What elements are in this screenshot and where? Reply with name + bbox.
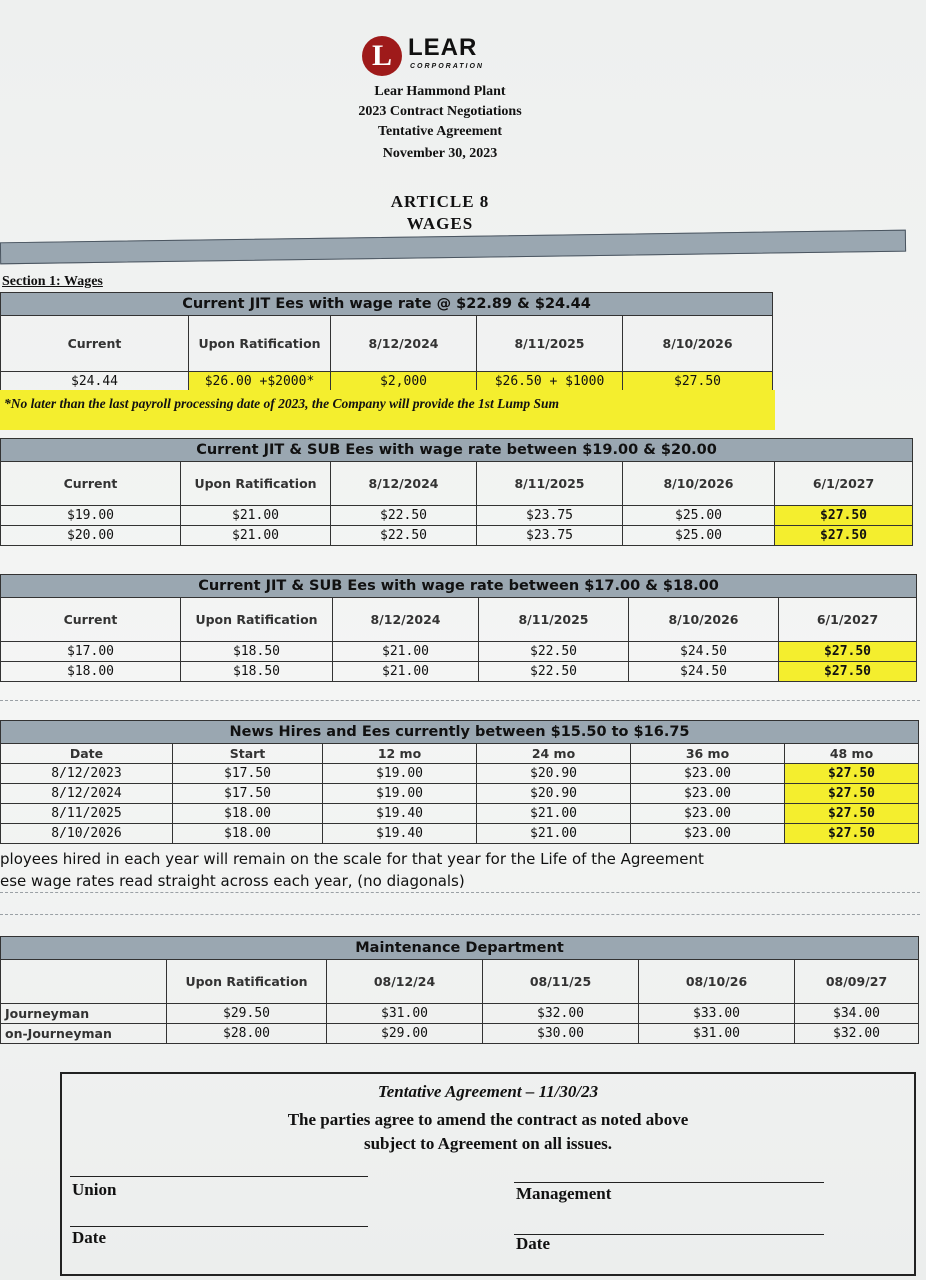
agreement-line-1: The parties agree to amend the contract as noted above xyxy=(287,1110,689,1129)
table-row xyxy=(1,526,913,546)
table-cell: 8/12/2024 xyxy=(1,784,173,804)
table-cell: $22.50 xyxy=(479,642,629,662)
column-header: Upon Ratification xyxy=(167,960,327,1004)
table-cell: $22.50 xyxy=(331,526,477,546)
column-header: 8/12/2024 xyxy=(331,316,477,372)
table-cell: $20.90 xyxy=(477,764,631,784)
column-header: 8/11/2025 xyxy=(477,462,623,506)
blank-row-divider xyxy=(0,700,920,701)
header-band xyxy=(0,230,906,265)
column-header: Upon Ratification xyxy=(189,316,331,372)
lear-logo xyxy=(362,32,522,80)
table-cell: $21.00 xyxy=(181,506,331,526)
table-cell: $27.50 xyxy=(623,372,773,392)
table-cell: $18.00 xyxy=(173,824,323,844)
table-cell: $24.50 xyxy=(629,662,779,682)
table-cell: $19.40 xyxy=(323,804,477,824)
table-cell: $2,000 xyxy=(331,372,477,392)
column-header: 6/1/2027 xyxy=(775,462,913,506)
table-cell: $29.00 xyxy=(327,1024,483,1044)
management-signature-line[interactable] xyxy=(514,1182,824,1183)
lear-logo-name: LEAR xyxy=(408,34,478,61)
header-tentative: Tentative Agreement xyxy=(377,124,503,139)
lear-logo-sub: CORPORATION xyxy=(410,63,484,70)
table-cell: Journeyman xyxy=(1,1004,167,1024)
table-cell: $27.50 xyxy=(785,784,919,804)
table-cell: $26.00 +$2000* xyxy=(189,372,331,392)
column-header: 8/11/2025 xyxy=(479,598,629,642)
table-cell: $27.50 xyxy=(775,526,913,546)
column-header: 8/12/2024 xyxy=(331,462,477,506)
table-cell: $19.40 xyxy=(323,824,477,844)
table-cell: $28.00 xyxy=(167,1024,327,1044)
management-date-label: Date xyxy=(516,1234,550,1253)
table-cell: on-Journeyman xyxy=(1,1024,167,1044)
column-header: Current xyxy=(1,462,181,506)
header-plant: Lear Hammond Plant xyxy=(374,84,506,99)
table-cell: $27.50 xyxy=(785,764,919,784)
table-cell: $33.00 xyxy=(639,1004,795,1024)
table-caption: News Hires and Ees currently between $15.50 to $16.75 xyxy=(1,721,919,744)
table-cell: $22.50 xyxy=(331,506,477,526)
table-cell: $29.50 xyxy=(167,1004,327,1024)
table-cell: $31.00 xyxy=(639,1024,795,1044)
table-cell: $31.00 xyxy=(327,1004,483,1024)
table-row xyxy=(1,784,919,804)
table-cell: 8/10/2026 xyxy=(1,824,173,844)
union-signature-line[interactable] xyxy=(70,1176,368,1177)
table-cell: 8/11/2025 xyxy=(1,804,173,824)
table-cell: $20.90 xyxy=(477,784,631,804)
table-cell: $27.50 xyxy=(785,824,919,844)
table-cell: $23.00 xyxy=(631,804,785,824)
table-row xyxy=(1,1024,919,1044)
table-cell: $21.00 xyxy=(477,824,631,844)
table-jit-22-24 xyxy=(0,292,773,392)
column-header: 8/12/2024 xyxy=(333,598,479,642)
table-jit-sub-17-18 xyxy=(0,574,917,682)
header-negotiations: 2023 Contract Negotiations xyxy=(358,104,522,119)
lear-logo-mark: L xyxy=(362,36,402,76)
table-cell: $25.00 xyxy=(623,506,775,526)
table-caption: Current JIT & SUB Ees with wage rate between $19.00 & $20.00 xyxy=(1,439,913,462)
lump-sum-note: *No later than the last payroll processing date of 2023, the Company will provide the 1st Lump Sum xyxy=(0,390,775,430)
union-label: Union xyxy=(72,1180,117,1199)
table-cell: $22.50 xyxy=(479,662,629,682)
table-row xyxy=(1,764,919,784)
column-header: 6/1/2027 xyxy=(779,598,917,642)
table-row xyxy=(1,1004,919,1024)
scale-rule-line-1: ployees hired in each year will remain on the scale for that year for the Life of the Agreement xyxy=(0,850,704,868)
table-cell: $21.00 xyxy=(333,642,479,662)
table-caption: Maintenance Department xyxy=(1,937,919,960)
column-header: Upon Ratification xyxy=(181,462,331,506)
table-cell: 8/12/2023 xyxy=(1,764,173,784)
column-header: Current xyxy=(1,316,189,372)
table-cell: $26.50 + $1000 xyxy=(477,372,623,392)
column-header: 8/10/2026 xyxy=(629,598,779,642)
table-row xyxy=(1,824,919,844)
column-header: 08/09/27 xyxy=(795,960,919,1004)
table-caption: Current JIT Ees with wage rate @ $22.89 & $24.44 xyxy=(1,293,773,316)
column-header: Upon Ratification xyxy=(181,598,333,642)
column-header: 8/10/2026 xyxy=(623,316,773,372)
table-cell: $18.00 xyxy=(1,662,181,682)
blank-row-divider xyxy=(0,914,920,915)
table-cell: $19.00 xyxy=(1,506,181,526)
blank-row-divider xyxy=(0,892,920,893)
column-header: 36 mo xyxy=(631,744,785,764)
table-cell: $27.50 xyxy=(775,506,913,526)
table-row xyxy=(1,662,917,682)
table-cell: $17.50 xyxy=(173,784,323,804)
table-cell: $21.00 xyxy=(477,804,631,824)
table-row xyxy=(1,642,917,662)
table-cell: $23.00 xyxy=(631,764,785,784)
scale-rule-line-2: ese wage rates read straight across each year, (no diagonals) xyxy=(0,872,465,890)
agreement-text xyxy=(62,1108,914,1156)
table-cell: $18.50 xyxy=(181,642,333,662)
table-cell: $21.00 xyxy=(181,526,331,546)
column-header xyxy=(1,960,167,1004)
table-cell: $24.50 xyxy=(629,642,779,662)
table-new-hires xyxy=(0,720,919,844)
column-header: 8/10/2026 xyxy=(623,462,775,506)
table-cell: $24.44 xyxy=(1,372,189,392)
column-header: Start xyxy=(173,744,323,764)
table-cell: $32.00 xyxy=(795,1024,919,1044)
header-date: November 30, 2023 xyxy=(382,146,498,161)
union-date-label: Date xyxy=(72,1228,106,1247)
table-cell: $19.00 xyxy=(323,784,477,804)
table-cell: $32.00 xyxy=(483,1004,639,1024)
table-cell: $27.50 xyxy=(785,804,919,824)
table-row xyxy=(1,804,919,824)
table-cell: $34.00 xyxy=(795,1004,919,1024)
table-caption: Current JIT & SUB Ees with wage rate between $17.00 & $18.00 xyxy=(1,575,917,598)
article-number: ARTICLE 8 xyxy=(390,192,490,211)
column-header: 12 mo xyxy=(323,744,477,764)
table-cell: $18.50 xyxy=(181,662,333,682)
column-header: 08/10/26 xyxy=(639,960,795,1004)
column-header: 08/12/24 xyxy=(327,960,483,1004)
table-cell: $23.75 xyxy=(477,506,623,526)
table-cell: $23.75 xyxy=(477,526,623,546)
column-header: 48 mo xyxy=(785,744,919,764)
table-row xyxy=(1,506,913,526)
table-cell: $19.00 xyxy=(323,764,477,784)
table-cell: $21.00 xyxy=(333,662,479,682)
column-header: 24 mo xyxy=(477,744,631,764)
table-cell: $18.00 xyxy=(173,804,323,824)
table-cell: $17.00 xyxy=(1,642,181,662)
table-cell: $17.50 xyxy=(173,764,323,784)
column-header: 08/11/25 xyxy=(483,960,639,1004)
article-subject: WAGES xyxy=(406,214,474,233)
column-header: 8/11/2025 xyxy=(477,316,623,372)
table-cell: $23.00 xyxy=(631,824,785,844)
column-header: Current xyxy=(1,598,181,642)
section-label: Section 1: Wages xyxy=(2,274,103,289)
agreement-title: Tentative Agreement – 11/30/23 xyxy=(377,1082,599,1101)
management-date-line[interactable] xyxy=(514,1234,824,1235)
table-cell: $27.50 xyxy=(779,642,917,662)
agreement-line-2: subject to Agreement on all issues. xyxy=(363,1134,613,1153)
management-label: Management xyxy=(516,1184,612,1203)
table-maintenance xyxy=(0,936,919,1044)
union-date-line[interactable] xyxy=(70,1226,368,1227)
table-jit-sub-19-20 xyxy=(0,438,913,546)
table-cell: $23.00 xyxy=(631,784,785,804)
table-cell: $30.00 xyxy=(483,1024,639,1044)
tentative-agreement-box xyxy=(60,1072,916,1276)
table-cell: $27.50 xyxy=(779,662,917,682)
column-header: Date xyxy=(1,744,173,764)
table-cell: $25.00 xyxy=(623,526,775,546)
table-cell: $20.00 xyxy=(1,526,181,546)
